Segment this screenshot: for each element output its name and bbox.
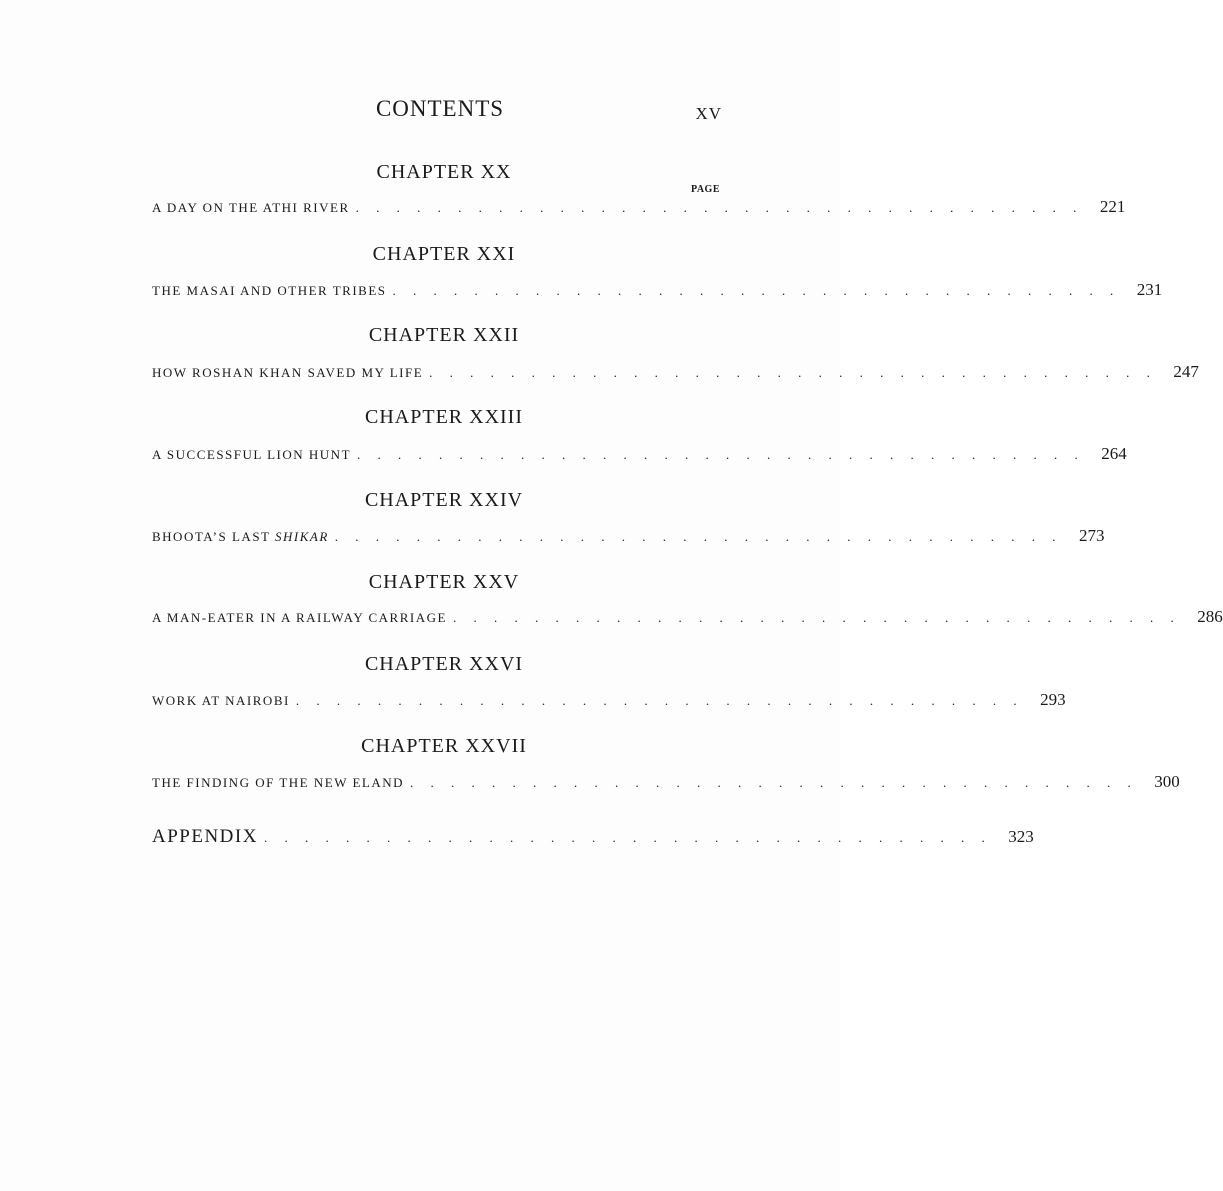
- dot-leader: . . . . . . . . . . . . . . . . . . . . . . . . . . . . . . . . . . . .: [429, 365, 1157, 380]
- toc-entry-page: 286: [1197, 607, 1223, 626]
- toc-entry-page: 247: [1173, 362, 1199, 381]
- appendix-title: APPENDIX: [152, 826, 258, 847]
- dot-leader: . . . . . . . . . . . . . . . . . . . . . . . . . . . . . . . . . . . .: [263, 830, 992, 845]
- toc-entry[interactable]: [152, 690, 1066, 710]
- dot-leader: . . . . . . . . . . . . . . . . . . . . . . . . . . . . . . . . . . . .: [392, 283, 1121, 298]
- page-title: CONTENTS: [375, 96, 505, 121]
- toc-entry[interactable]: [152, 607, 1223, 627]
- dot-leader: . . . . . . . . . . . . . . . . . . . . . . . . . . . . . . . . . . . .: [452, 610, 1181, 625]
- toc-entry-title: A MAN-EATER IN A RAILWAY CARRIAGE: [152, 610, 447, 625]
- chapter-heading: CHAPTER XXVI: [364, 653, 524, 675]
- toc-appendix-entry[interactable]: [152, 826, 1034, 848]
- chapter-heading: CHAPTER XXIV: [364, 489, 524, 511]
- dot-leader: . . . . . . . . . . . . . . . . . . . . . . . . . . . . . . . . . . . .: [334, 529, 1063, 544]
- chapter-heading: CHAPTER XXVII: [361, 735, 527, 757]
- chapter-heading: CHAPTER XXIII: [365, 406, 523, 428]
- toc-entry-page: 221: [1099, 197, 1126, 216]
- toc-entry-title-italic: SHIKAR: [275, 529, 329, 544]
- toc-entry-title-roman: BHOOTA’S LAST: [152, 529, 271, 544]
- page-folio: XV: [695, 104, 722, 123]
- toc-entry-title: THE MASAI AND OTHER TRIBES: [152, 283, 387, 298]
- dot-leader: . . . . . . . . . . . . . . . . . . . . . . . . . . . . . . . . . . . .: [295, 693, 1024, 708]
- toc-entry[interactable]: [152, 197, 1126, 217]
- chapter-heading: CHAPTER XX: [376, 161, 512, 183]
- appendix-page: 323: [1008, 827, 1034, 846]
- toc-entry-title: A SUCCESSFUL LION HUNT: [152, 447, 352, 462]
- toc-entry-page: 273: [1079, 526, 1105, 545]
- dot-leader: . . . . . . . . . . . . . . . . . . . . . . . . . . . . . . . . . . . .: [355, 200, 1084, 215]
- toc-entry-page: 293: [1040, 690, 1066, 709]
- toc-entry[interactable]: [152, 444, 1127, 464]
- toc-entry-title: WORK AT NAIROBI: [152, 693, 290, 708]
- toc-entry-page: 264: [1101, 444, 1127, 463]
- chapter-heading: CHAPTER XXII: [368, 324, 520, 346]
- dot-leader: . . . . . . . . . . . . . . . . . . . . . . . . . . . . . . . . . . . .: [410, 775, 1138, 790]
- chapter-heading: CHAPTER XXV: [368, 571, 520, 593]
- toc-entry-title: A DAY ON THE ATHI RIVER: [152, 200, 350, 215]
- toc-entry-page: 231: [1136, 280, 1163, 299]
- toc-entry[interactable]: [152, 280, 1163, 300]
- toc-entry[interactable]: [152, 362, 1199, 382]
- toc-entry[interactable]: [152, 772, 1180, 792]
- toc-entry[interactable]: [152, 526, 1105, 546]
- dot-leader: . . . . . . . . . . . . . . . . . . . . . . . . . . . . . . . . . . . .: [357, 447, 1085, 462]
- toc-entry-title: THE FINDING OF THE NEW ELAND: [152, 775, 405, 790]
- toc-entry-page: 300: [1154, 772, 1180, 791]
- page-column-label: PAGE: [690, 184, 720, 195]
- chapter-heading: CHAPTER XXI: [372, 243, 516, 265]
- toc-entry-title: HOW ROSHAN KHAN SAVED MY LIFE: [152, 365, 424, 380]
- toc-entry-title: [152, 529, 329, 545]
